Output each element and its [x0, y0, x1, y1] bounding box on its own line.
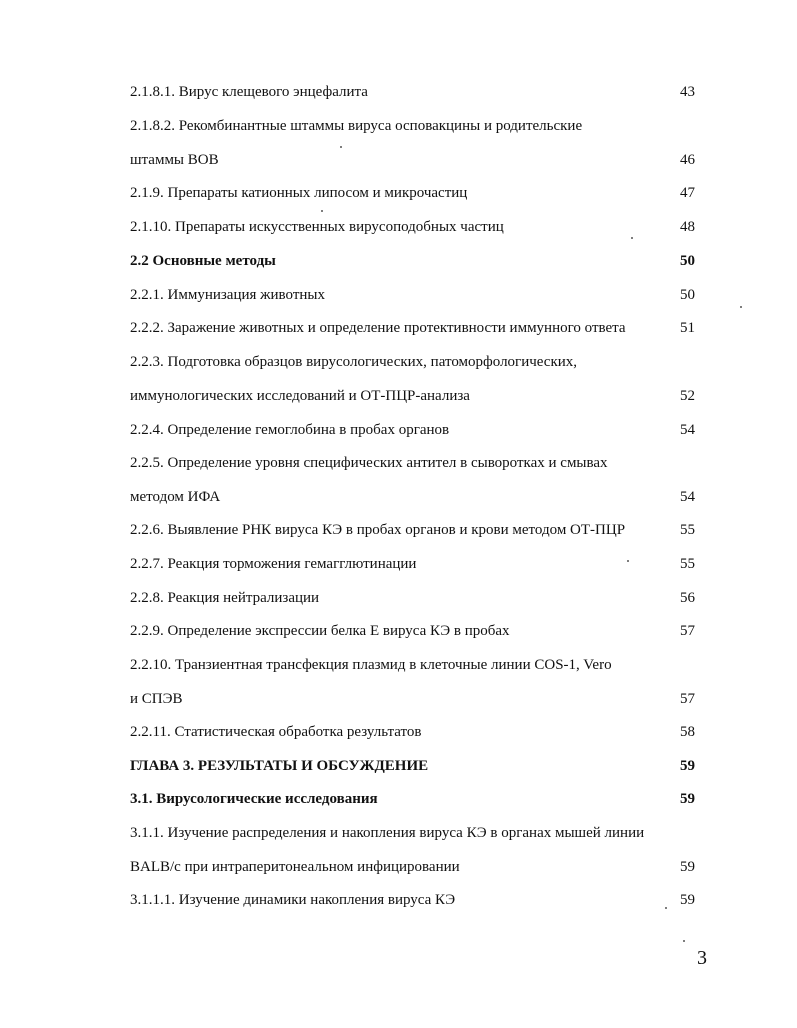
toc-entry [130, 521, 695, 539]
toc-entry [130, 656, 695, 708]
toc-entry-page: 51 [680, 320, 695, 336]
toc-entry-page: 59 [680, 791, 695, 807]
toc-entry-title: ГЛАВА 3. РЕЗУЛЬТАТЫ И ОБСУЖДЕНИЕ [130, 758, 429, 774]
toc-entry-title: 2.2.1. Иммунизация животных [130, 287, 325, 303]
toc-entry [130, 622, 695, 640]
toc-entry-title: 3.1. Вирусологические исследования [130, 791, 378, 807]
toc-entry [130, 454, 695, 506]
toc-entry [130, 117, 695, 169]
scan-speck [740, 306, 742, 308]
toc-section-heading [130, 790, 695, 808]
toc-entry-page: 52 [680, 388, 695, 404]
toc-entry-page: 50 [680, 253, 695, 269]
toc-entry-title: 2.2.3. Подготовка образцов вирусологических, патоморфологических, [130, 354, 578, 370]
toc-entry-page: 54 [680, 422, 695, 438]
toc-entry [130, 184, 695, 202]
toc-entry-page: 57 [680, 691, 695, 707]
toc-entry-title: 2.2.11. Статистическая обработка результатов [130, 724, 422, 740]
toc-entry [130, 218, 695, 236]
toc-entry-title: 2.2 Основные методы [130, 253, 276, 269]
toc-entry-page: 59 [680, 859, 695, 875]
toc-entry-page: 56 [680, 590, 695, 606]
toc-chapter-heading [130, 757, 695, 775]
toc-entry-page: 59 [680, 758, 695, 774]
toc-entry [130, 319, 695, 337]
toc-entry-page: 43 [680, 84, 695, 100]
toc-entry [130, 353, 695, 405]
toc-entry-title-continued: штаммы ВОВ [130, 152, 219, 168]
toc-entry-title: 2.2.2. Заражение животных и определение протективности иммунного ответа [130, 320, 626, 336]
toc-entry-title-continued: и СПЭВ [130, 691, 183, 707]
toc-entry-page: 55 [680, 556, 695, 572]
toc-entry [130, 555, 695, 573]
toc-entry-title: 2.2.7. Реакция торможения гемагглютинации [130, 556, 417, 572]
toc-entry-page: 46 [680, 152, 695, 168]
toc-entry-title: 2.1.8.1. Вирус клещевого энцефалита [130, 84, 368, 100]
toc-entry-title: 2.1.8.2. Рекомбинантные штаммы вируса осповакцины и родительские [130, 118, 583, 134]
toc-entry-page: 55 [680, 522, 695, 538]
toc-entry-title-continued: BALB/c при интраперитонеальном инфицировании [130, 859, 460, 875]
toc-entry-title-continued: иммунологических исследований и ОТ-ПЦР-анализа [130, 388, 470, 404]
toc-section-heading [130, 252, 695, 270]
toc-entry-title: 3.1.1. Изучение распределения и накопления вируса КЭ в органах мышей линии [130, 825, 645, 841]
toc-entry-page: 59 [680, 892, 695, 908]
scan-speck [631, 237, 633, 239]
toc-entry-title: 2.2.9. Определение экспрессии белка Е вируса КЭ в пробах [130, 623, 510, 639]
toc-entry-title: 2.2.4. Определение гемоглобина в пробах органов [130, 422, 450, 438]
toc-entry-page: 48 [680, 219, 695, 235]
toc-entry-title: 2.1.10. Препараты искусственных вирусоподобных частиц [130, 219, 504, 235]
toc-entry-page: 54 [680, 489, 695, 505]
toc-entry-title: 2.2.10. Транзиентная трансфекция плазмид в клеточные линии COS-1, Vero [130, 657, 612, 673]
toc-entry-page: 58 [680, 724, 695, 740]
toc-entry [130, 83, 695, 101]
scan-speck [683, 940, 685, 942]
toc-entry-page: 47 [680, 185, 695, 201]
scan-speck [321, 210, 323, 212]
toc-entry [130, 589, 695, 607]
toc-entry [130, 421, 695, 439]
toc-entry [130, 286, 695, 304]
toc-entry-title: 3.1.1.1. Изучение динамики накопления вируса КЭ [130, 892, 456, 908]
toc-entry-page: 50 [680, 287, 695, 303]
toc-entry-page: 57 [680, 623, 695, 639]
toc-entry-title: 2.2.5. Определение уровня специфических антител в сыворотках и смывах [130, 455, 608, 471]
toc-entry-title-continued: методом ИФА [130, 489, 221, 505]
toc-entry-title: 2.2.8. Реакция нейтрализации [130, 590, 320, 606]
toc-entry-title: 2.1.9. Препараты катионных липосом и микрочастиц [130, 185, 468, 201]
scan-speck [340, 146, 342, 148]
toc-entry-title: 2.2.6. Выявление РНК вируса КЭ в пробах органов и крови методом ОТ-ПЦР [130, 522, 626, 538]
toc-entry [130, 723, 695, 741]
page-number: 3 [697, 947, 707, 969]
toc-entry [130, 824, 695, 876]
scan-speck [627, 560, 629, 562]
scan-speck [665, 907, 667, 909]
toc-entry [130, 891, 695, 909]
